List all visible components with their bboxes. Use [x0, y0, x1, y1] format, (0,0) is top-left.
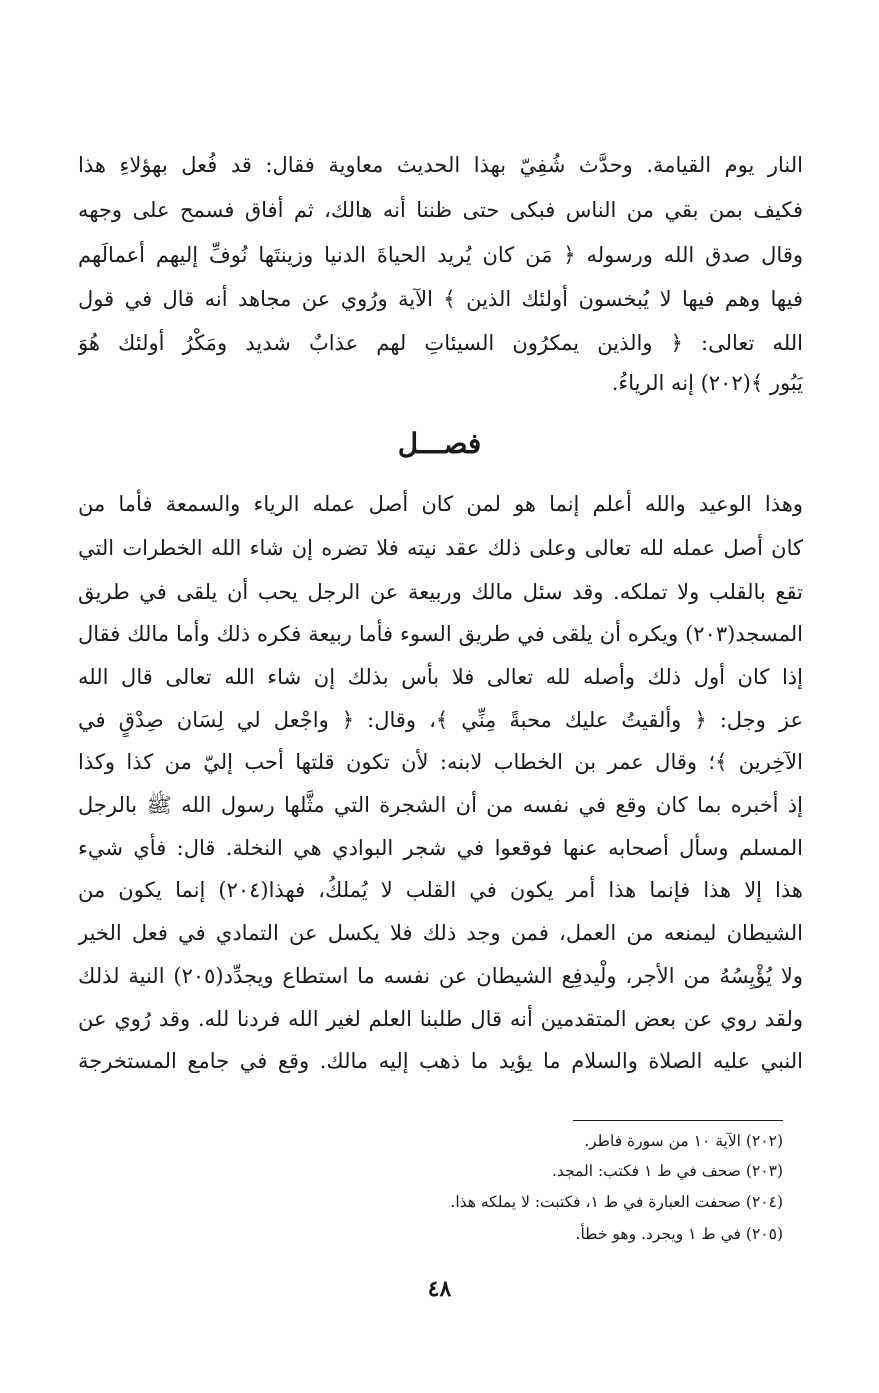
- body-line: هذا إلا هذا فإنما هذا أمر يكون في القلب لا يُملكُ، فهذا(٢٠٤) إنما يكون من: [78, 878, 803, 902]
- body-line: عز وجل: ﴿ وألقيتُ عليك محبةً مِنِّي ﴾، وقال: ﴿ واجْعل لي لِسَان صِدْقٍ في: [78, 708, 803, 732]
- page-number: ٤٨: [427, 1276, 452, 1302]
- footnote-separator: [573, 1120, 783, 1121]
- body-line: إذ أخبره بما كان وقع في نفسه من أن الشجرة التي مثَّلها رسول الله ﷺ بالرجل: [78, 793, 803, 817]
- body-line: فيها وهم فيها لا يُبخسون أولئك الذين ﴾ الآية ورُوي عن مجاهد أنه قال في قول: [78, 287, 803, 311]
- body-line: يَبُور ﴾(٢٠٢) إنه الرياءُ.: [611, 371, 803, 395]
- body-line: كان أصل عمله لله تعالى وعلى ذلك عقد نيته فلا تضره إن شاء الله الخطرات التي: [78, 536, 803, 560]
- body-line: المسلم وسأل أصحابه عنها فوقعوا في شجر البوادي هي النخلة. قال: فأي شيء: [78, 836, 803, 860]
- footnote: (٢٠٢) الآية ١٠ من سورة فاطر.: [584, 1132, 783, 1150]
- footnote: (٢٠٥) في ط ١ ويجرد. وهو خطأ.: [575, 1225, 783, 1243]
- footnote: (٢٠٤) صحفت العبارة في ط ١، فكتبت: لا يملكه هذا.: [450, 1193, 783, 1211]
- body-line: الله تعالى: ﴿ والذين يمكرُون السيئاتِ لهم عذابٌ شديد ومَكْرُ أولئك هُوَ: [78, 331, 803, 355]
- body-line: إذا كان أول ذلك وأصله لله تعالى فلا بأس بذلك إن شاء الله تعالى قال الله: [78, 665, 803, 689]
- body-line: ولا يُؤْيِسُهُ من الأجر، ولْيدفِع الشيطان عن نفسه ما استطاع ويجدِّد(٢٠٥) النية لذلك: [78, 964, 803, 988]
- body-line: وقال صدق الله ورسوله ﴿ مَن كان يُريد الحياةَ الدنيا وزينتَها نُوفِّ إليهم أعمالَهم: [78, 243, 803, 267]
- body-line: الشيطان ليمنعه من العمل، فمن وجد ذلك فلا يكسل عن التمادي في فعل الخير: [78, 921, 803, 945]
- footnote: (٢٠٣) صحف في ط ١ فكتب: المجد.: [551, 1162, 783, 1180]
- body-line: ولقد روي عن بعض المتقدمين أنه قال طلبنا العلم لغير الله فردنا لله. وقد رُوي عن: [78, 1007, 803, 1031]
- body-line: النبي عليه الصلاة والسلام ما يؤيد ما ذهب إليه مالك. وقع في جامع المستخرجة: [78, 1049, 803, 1073]
- body-line: الآخِرين ﴾؛ وقال عمر بن الخطاب لابنه: لأن تكون قلتها أحب إليّ من كذا وكذا: [78, 750, 803, 774]
- body-line: تقع بالقلب ولا تملكه. وقد سئل مالك وربيعة عن الرجل يحب أن يلقى في طريق: [78, 580, 803, 604]
- section-heading: فصـــل: [397, 427, 482, 460]
- body-line: وهذا الوعيد والله أعلم إنما هو لمن كان أصل عمله الرياء والسمعة فأما من: [78, 492, 803, 516]
- body-line: النار يوم القيامة. وحدَّث شُفِيّ بهذا الحديث معاوية فقال: قد فُعل بهؤلاءِ هذا: [78, 153, 803, 177]
- body-line: فكيف بمن بقي من الناس فبكى حتى ظننا أنه هالك، ثم أفاق فسمح على وجهه: [78, 198, 803, 222]
- body-line: المسجد(٢٠٣) ويكره أن يلقى في طريق السوء فأما ربيعة فكره ذلك وأما مالك فقال: [78, 622, 803, 646]
